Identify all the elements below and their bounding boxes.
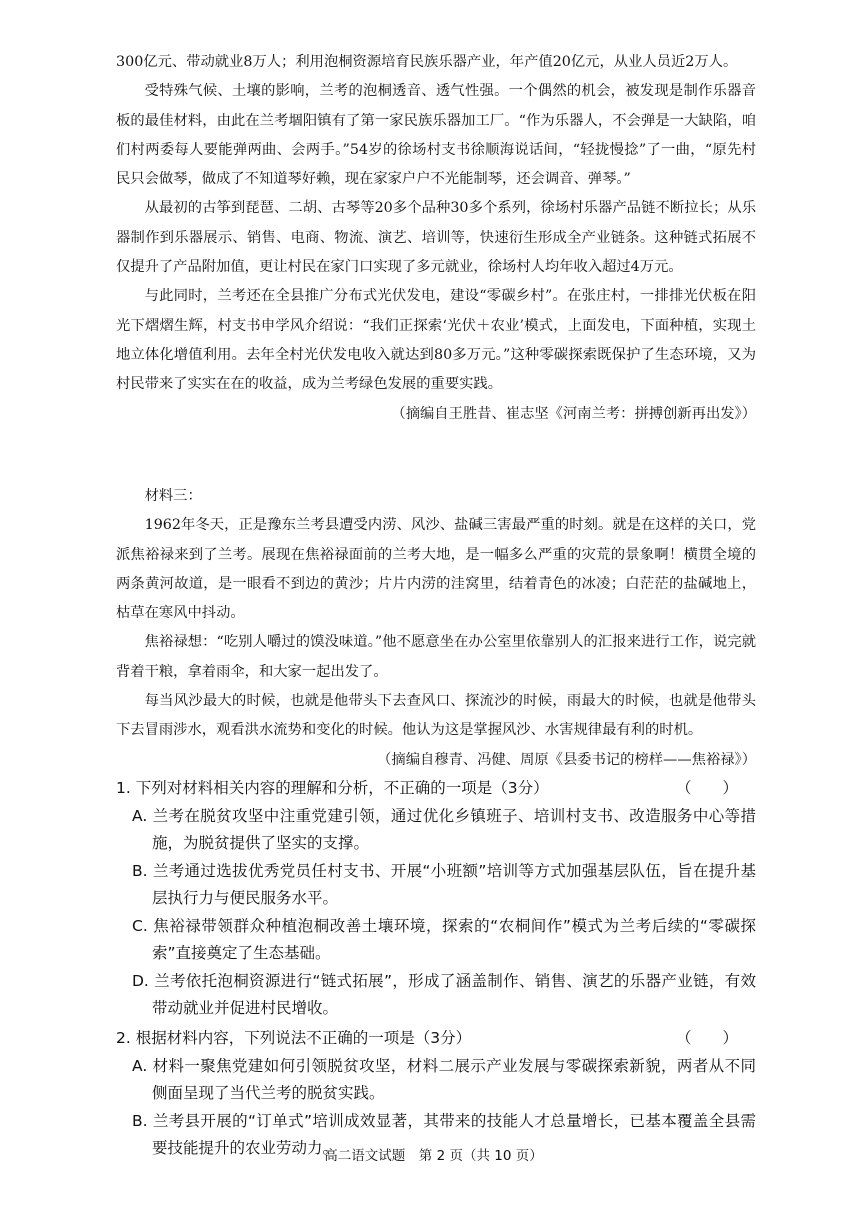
paragraph-continuation: 300亿元、带动就业8万人；利用泡桐资源培育民族乐器产业，年产值20亿元，从业人员近2万人。 <box>116 54 738 70</box>
answer-bracket: （ ） <box>675 779 738 797</box>
option-d: D. 兰考依托泡桐资源进行“链式拓展”，形成了涵盖制作、销售、演艺的乐器产业链，有效带动就业并促进村民增收。 <box>132 971 756 1017</box>
question-2 <box>116 1025 756 1163</box>
question-stem <box>116 775 756 803</box>
passage-material-two <box>116 48 756 429</box>
option-a: A. 材料一聚焦党建如何引领脱贫攻坚，材料二展示产业发展与零碳探索新貌，两者从不同侧面呈现了当代兰考的脱贫实践。 <box>132 1056 756 1102</box>
paragraph-solar: 与此同时，兰考还在全县推广分布式光伏发电，建设“零碳乡村”。在张庄村，一排排光伏板在阳光下熠熠生辉，村支书申学风介绍说：“我们正探索‘光伏＋农业’模式，上面发电，下面种植，实现土地立体化增值利用。去年全村光伏发电收入就达到80多万元。”这种零碳探索既保护了生态环境，又为村民带来了实实在在的收益，成为兰考绿色发展的重要实践。 <box>116 288 756 393</box>
answer-bracket: （ ） <box>675 1029 738 1047</box>
paragraph-wind-sand: 每当风沙最大的时候，也就是他带头下去查风口、探流沙的时候，雨最大的时候，也就是他带头下去冒雨涉水，观看洪水流势和变化的时候。他认为这是掌握风沙、水害规律最有利的时机。 <box>116 693 756 739</box>
passage-material-three <box>116 482 756 775</box>
page-footer: 高二语文试题 第 2 页（共 10 页） <box>324 1148 543 1164</box>
material-three-heading: 材料三： <box>144 488 202 504</box>
question-stem <box>116 1025 756 1053</box>
question-1 <box>116 775 756 1023</box>
source-citation: （摘编自王胜昔、崔志坚《河南兰考：拼搏创新再出发》） <box>391 405 756 422</box>
option-b: B. 兰考通过选拔优秀党员任村支书、开展“小班额”培训等方式加强基层队伍，旨在提升基层执行力与便民服务水平。 <box>132 861 756 907</box>
paragraph-climate: 受特殊气候、土壤的影响，兰考的泡桐透音、透气性强。一个偶然的机会，被发现是制作乐器音板的最佳材料，由此在兰考堌阳镇有了第一家民族乐器加工厂。“作为乐器人，不会弹是一大缺陷，咱们村两委每人要能弹两曲、会两手。”54岁的徐场村支书徐顺海说话间，“轻拢慢捻”了一曲，“原先村民只会做琴，做成了不知道琴好赖，现在家家户户不光能制琴，还会调音、弹琴。” <box>116 83 756 188</box>
question-text: 2. 根据材料内容，下列说法不正确的一项是（3分） <box>116 1029 472 1047</box>
option-c: C. 焦裕禄带领群众种植泡桐改善土壤环境，探索的“农桐间作”模式为兰考后续的“零碳探索”直接奠定了生态基础。 <box>132 916 756 962</box>
option-a: A. 兰考在脱贫攻坚中注重党建引领，通过优化乡镇班子、培训村支书、改造服务中心等措施，为脱贫提供了坚实的支撑。 <box>132 806 756 852</box>
paragraph-instrument-chain: 从最初的古筝到琵琶、二胡、古琴等20多个品种30多个系列，徐场村乐器产品链不断拉长；从乐器制作到乐器展示、销售、电商、物流、演艺、培训等，快速衍生形成全产业链条。这种链式拓展不仅提升了产品附加值，更让村民在家门口实现了多元就业，徐场村人均年收入超过4万元。 <box>116 200 756 276</box>
option-b: B. 兰考县开展的“订单式”培训成效显著，其带来的技能人才总量增长，已基本覆盖全县需要技能提升的农业劳动力。 <box>132 1111 756 1157</box>
question-text: 1. 下列对材料相关内容的理解和分析，不正确的一项是（3分） <box>116 779 549 797</box>
source-citation: （摘编自穆青、冯健、周原《县委书记的榜样——焦裕禄》） <box>377 751 756 768</box>
paragraph-jiao-thought: 焦裕禄想：“吃别人嚼过的馍没味道。”他不愿意坐在办公室里依靠别人的汇报来进行工作，说完就背着干粮，拿着雨伞，和大家一起出发了。 <box>116 634 756 680</box>
paragraph-1962: 1962年冬天，正是豫东兰考县遭受内涝、风沙、盐碱三害最严重的时刻。就是在这样的关口，党派焦裕禄来到了兰考。展现在焦裕禄面前的兰考大地，是一幅多么严重的灾荒的景象啊！横贯全境的两条黄河故道，是一眼看不到边的黄沙；片片内涝的洼窝里，结着青色的冰凌；白茫茫的盐碱地上，枯草在寒风中抖动。 <box>116 517 756 622</box>
